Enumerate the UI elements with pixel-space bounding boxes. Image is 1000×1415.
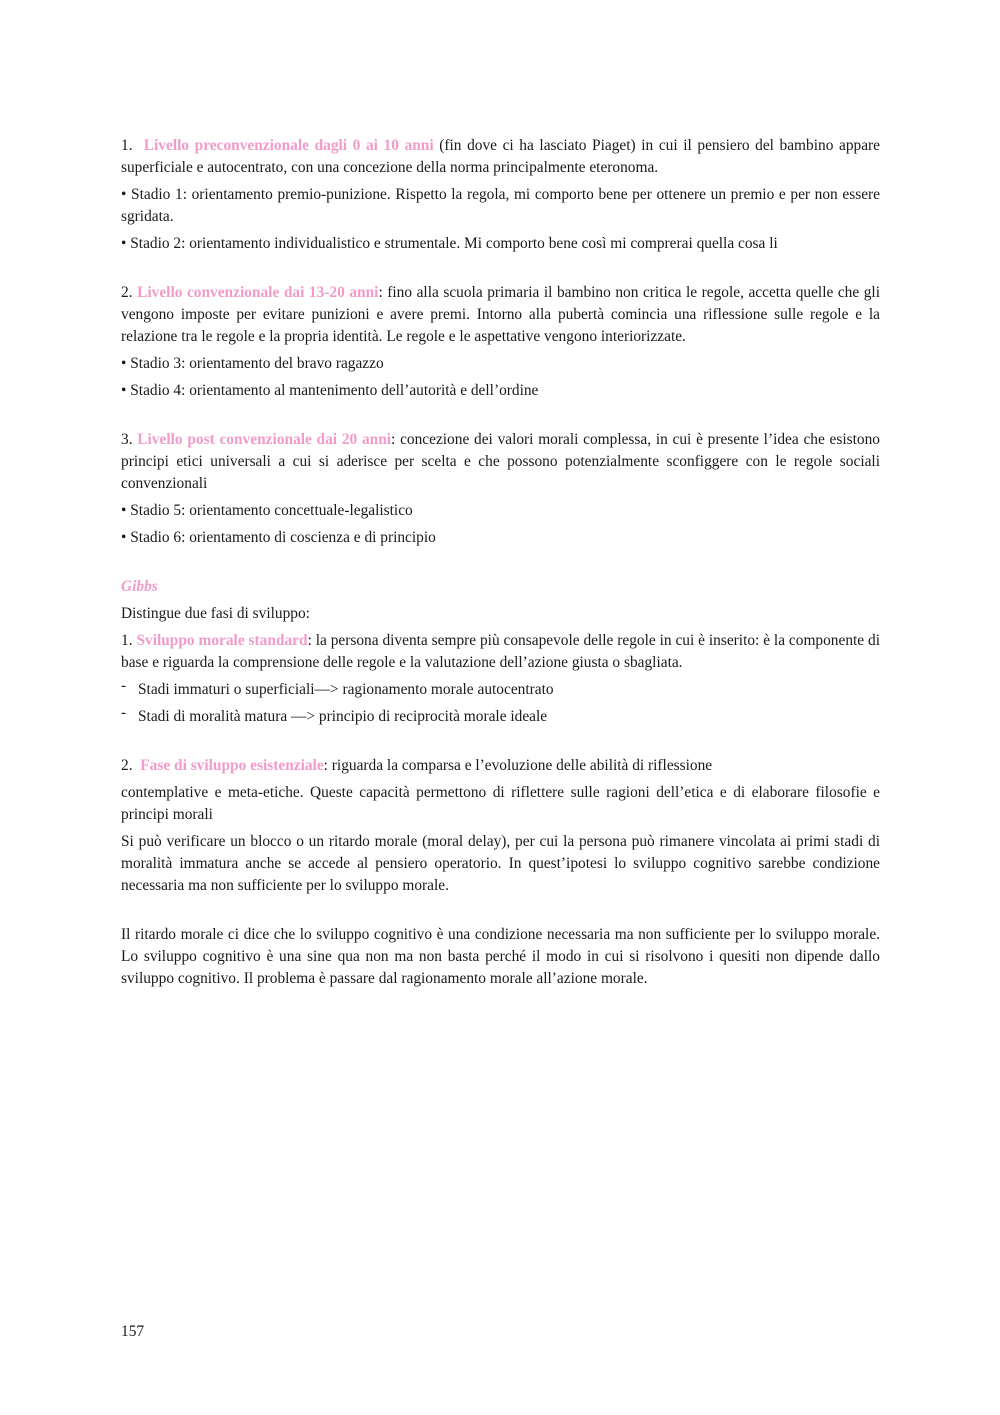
- level-3-number: 3.: [121, 431, 133, 448]
- gibbs-phase-1-number: 1.: [121, 632, 133, 649]
- stage-3-item: • Stadio 3: orientamento del bravo ragazzo: [121, 355, 384, 372]
- gibbs-phase-2-title: Fase di sviluppo esistenziale: [140, 757, 324, 774]
- gibbs-phase-1-body: : la persona diventa sempre più consapevole delle regole in cui è inserito: è la componente di base e riguarda la comprensione delle regole e la valutazione dell’azione giusta o sbagliata.: [121, 632, 880, 671]
- level-2-paragraph: [121, 282, 880, 348]
- level-1-number: 1.: [121, 137, 133, 154]
- level-1-title: Livello preconvenzionale dagli 0 ai 10 anni: [143, 137, 434, 154]
- level-2-number: 2.: [121, 284, 133, 301]
- gibbs-phase-1-title: Sviluppo morale standard: [136, 632, 308, 649]
- dash-bullet: -: [121, 677, 127, 694]
- list-item-text: Stadi di moralità matura —> principio di reciprocità morale ideale: [138, 708, 548, 725]
- stage-2-item: • Stadio 2: orientamento individualistico e strumentale. Mi comporto bene così mi comprerai quella cosa li: [121, 235, 778, 252]
- level-3-title: Livello post convenzionale dai 20 anni: [137, 431, 392, 448]
- gibbs-phase-2-number: 2.: [121, 757, 133, 774]
- gibbs-phase-2-body: : riguarda la comparsa e l’evoluzione delle abilità di riflessione: [323, 757, 713, 774]
- gibbs-phase-2-continuation: contemplative e meta-etiche. Queste capacità permettono di riflettere sulle ragioni dell’etica e di elaborare filosofie e principi morali: [121, 784, 880, 823]
- gibbs-intro: Distingue due fasi di sviluppo:: [121, 605, 310, 622]
- stage-6-item: • Stadio 6: orientamento di coscienza e di principio: [121, 529, 436, 546]
- level-1-paragraph: [121, 135, 880, 179]
- moral-delay-paragraph: Si può verificare un blocco o un ritardo morale (moral delay), per cui la persona può rimanere vincolata ai primi stadi di moralità immatura anche se accede al pensiero operatorio. In quest’ipotesi lo sviluppo cognitivo sarebbe condizione necessaria ma non sufficiente per lo sviluppo morale.: [121, 833, 880, 894]
- stage-1-item: • Stadio 1: orientamento premio-punizione. Rispetto la regola, mi comporto bene per ottenere un premio e per non essere sgridata.: [121, 186, 880, 225]
- level-2-title: Livello convenzionale dai 13-20 anni: [137, 284, 379, 301]
- document-page: [121, 135, 880, 990]
- gibbs-phase-2-paragraph: [121, 755, 880, 777]
- level-3-body: : concezione dei valori morali complessa, in cui è presente l’idea che esistono principi etici universali a cui si aderisce per scelta e che possono potenzialmente sconfiggere con le regole sociali convenzionali: [121, 431, 880, 492]
- stage-4-item: • Stadio 4: orientamento al mantenimento dell’autorità e dell’ordine: [121, 382, 539, 399]
- list-item-text: Stadi immaturi o superficiali—> ragionamento morale autocentrato: [138, 681, 554, 698]
- level-2-body: : fino alla scuola primaria il bambino non critica le regole, accetta quelle che gli vengono imposte per evitare punizioni e avere premi. Intorno alla pubertà comincia una riflessione sulle regole e la relazione tra le regole e la propria identità. Le regole e le aspettative vengono interiorizzate.: [121, 284, 880, 345]
- level-1-body: (fin dove ci ha lasciato Piaget) in cui il pensiero del bambino appare superficiale e autocentrato, con una concezione della norma principalmente eteronoma.: [121, 137, 880, 176]
- list-item: [121, 679, 880, 701]
- gibbs-heading: [121, 576, 880, 598]
- dash-bullet: -: [121, 704, 127, 721]
- gibbs-heading-text: Gibbs: [121, 578, 158, 595]
- list-item: [121, 706, 880, 728]
- page-number: 157: [121, 1323, 145, 1340]
- conclusion-paragraph: Il ritardo morale ci dice che lo sviluppo cognitivo è una condizione necessaria ma non sufficiente per lo sviluppo morale. Lo sviluppo cognitivo è una sine qua non ma non basta perché il modo in cui si risolvono i quesiti non dipende dallo sviluppo cognitivo. Il problema è passare dal ragionamento morale all’azione morale.: [121, 926, 880, 987]
- gibbs-phase-1-paragraph: [121, 630, 880, 674]
- level-3-paragraph: [121, 429, 880, 495]
- stage-5-item: • Stadio 5: orientamento concettuale-legalistico: [121, 502, 413, 519]
